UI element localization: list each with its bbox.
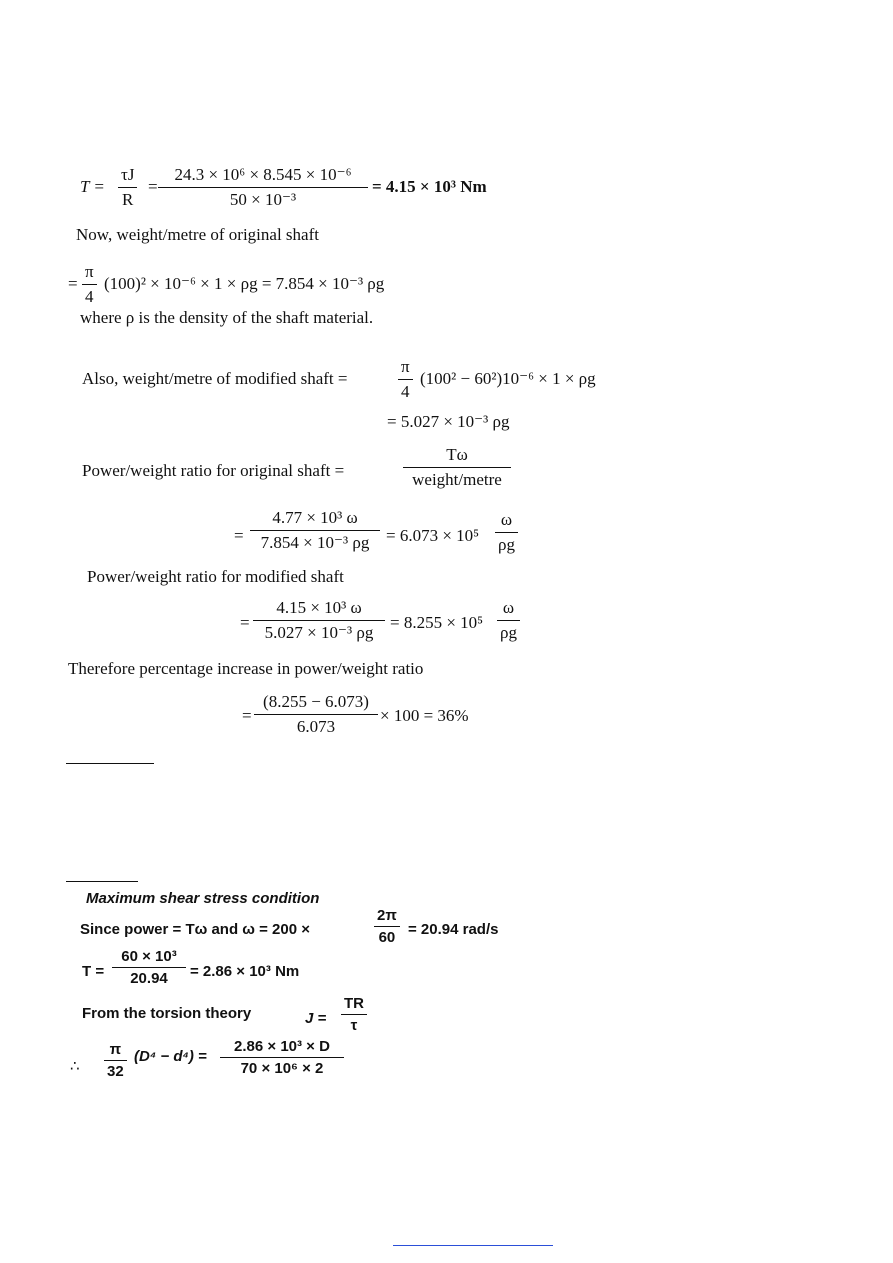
- eq5-fraction-values: [253, 598, 385, 643]
- eq5-f-den: 5.027 × 10⁻³ ρg: [253, 620, 385, 643]
- eq5-f2-num: ω: [502, 598, 515, 617]
- eq6-fraction: [254, 692, 378, 737]
- last-fraction-values: [220, 1038, 344, 1077]
- eq1-fraction-values: [158, 165, 368, 210]
- t-rest: = 2.86 × 10³ Nm: [190, 963, 300, 980]
- eq1-lhs: T =: [80, 177, 105, 196]
- eq1-f2-den: 50 × 10⁻³: [158, 187, 368, 210]
- eq4-pre: =: [234, 526, 244, 545]
- j-lhs: J =: [305, 1010, 327, 1027]
- eq1-fraction-tauj-r: [118, 165, 137, 210]
- eq3-f-num: π: [401, 357, 410, 376]
- last-num2: 2.86 × 10³ × D: [234, 1038, 330, 1055]
- eq2-rest: (100)² × 10⁻⁶ × 1 × ρg = 7.854 × 10⁻³ ρg: [104, 274, 385, 293]
- eq4-f-num: Tω: [446, 445, 468, 464]
- eq1-result: = 4.15 × 10³ Nm: [372, 177, 487, 196]
- t-den: 20.94: [112, 967, 186, 987]
- eq4-fraction-w-rg: [495, 510, 518, 555]
- eq6-f-den: 6.073: [254, 714, 378, 737]
- eq5-f-num: 4.15 × 10³ ω: [276, 598, 362, 617]
- last-fraction-pi-32: [104, 1041, 127, 1080]
- eq1-f2-num: 24.3 × 10⁶ × 8.545 × 10⁻⁶: [174, 165, 352, 184]
- since-power-text: Since power = Tω and ω = 200 ×: [80, 921, 311, 938]
- since-den: 60: [374, 926, 400, 946]
- eq4-f-den: weight/metre: [403, 467, 511, 490]
- eq3-rest: (100² − 60²)10⁻⁶ × 1 × ρg: [420, 369, 596, 388]
- section-heading: Maximum shear stress condition: [86, 890, 320, 907]
- eq6-rest: × 100 = 36%: [380, 706, 469, 725]
- j-fraction: [341, 995, 367, 1034]
- eq5-f2-den: ρg: [497, 620, 520, 643]
- t-fraction: [112, 948, 186, 987]
- t-lhs: T =: [82, 963, 105, 980]
- text-therefore-percentage: Therefore percentage increase in power/weight ratio: [68, 659, 424, 678]
- since-num: 2π: [377, 907, 397, 924]
- t-num: 60 × 10³: [121, 948, 177, 965]
- divider-rule-1: [66, 763, 154, 764]
- eq5-label: Power/weight ratio for modified shaft: [87, 567, 344, 586]
- eq1-f1-den: R: [118, 187, 137, 210]
- text-now-weight-original: Now, weight/metre of original shaft: [76, 225, 319, 244]
- last-mid: (D⁴ − d⁴) =: [134, 1048, 207, 1065]
- eq1-f1-num: τJ: [121, 165, 135, 184]
- eq5-pre: =: [240, 613, 250, 632]
- eq2-fraction-pi-4: [82, 262, 97, 307]
- eq4-fraction-tw: [403, 445, 511, 490]
- last-den2: 70 × 10⁶ × 2: [220, 1057, 344, 1077]
- eq4-label: Power/weight ratio for original shaft =: [82, 461, 345, 480]
- eq2-f-num: π: [85, 262, 94, 281]
- text-where-rho: where ρ is the density of the shaft material.: [80, 308, 374, 327]
- divider-rule-2: [66, 881, 138, 882]
- j-den: τ: [341, 1014, 367, 1034]
- eq4-f3-den: ρg: [495, 532, 518, 555]
- since-rest: = 20.94 rad/s: [408, 921, 499, 938]
- eq6-f-num: (8.255 − 6.073): [263, 692, 369, 711]
- eq3-label: Also, weight/metre of modified shaft =: [82, 369, 348, 388]
- j-num: TR: [344, 995, 364, 1012]
- eq4-f2-num: 4.77 × 10³ ω: [272, 508, 358, 527]
- footer-link-underline[interactable]: [393, 1245, 553, 1246]
- eq3-fraction-pi-4: [398, 357, 413, 402]
- last-num1: π: [109, 1041, 122, 1058]
- last-den1: 32: [104, 1060, 127, 1080]
- eq5-mid: = 8.255 × 10⁵: [390, 613, 484, 632]
- eq5-fraction-w-rg: [497, 598, 520, 643]
- eq1-equals: =: [148, 177, 158, 196]
- eq4-f2-den: 7.854 × 10⁻³ ρg: [250, 530, 380, 553]
- eq3-f-den: 4: [398, 379, 413, 402]
- therefore-symbol: ∴: [70, 1058, 80, 1075]
- eq3-line2: = 5.027 × 10⁻³ ρg: [387, 412, 510, 431]
- eq4-mid: = 6.073 × 10⁵: [386, 526, 480, 545]
- torsion-text: From the torsion theory: [82, 1005, 252, 1022]
- eq6-pre: =: [242, 706, 252, 725]
- since-fraction-2pi-60: [374, 907, 400, 946]
- eq2-pre: =: [68, 274, 78, 293]
- eq4-f3-num: ω: [500, 510, 513, 529]
- eq4-fraction-values: [250, 508, 380, 553]
- eq2-f-den: 4: [82, 284, 97, 307]
